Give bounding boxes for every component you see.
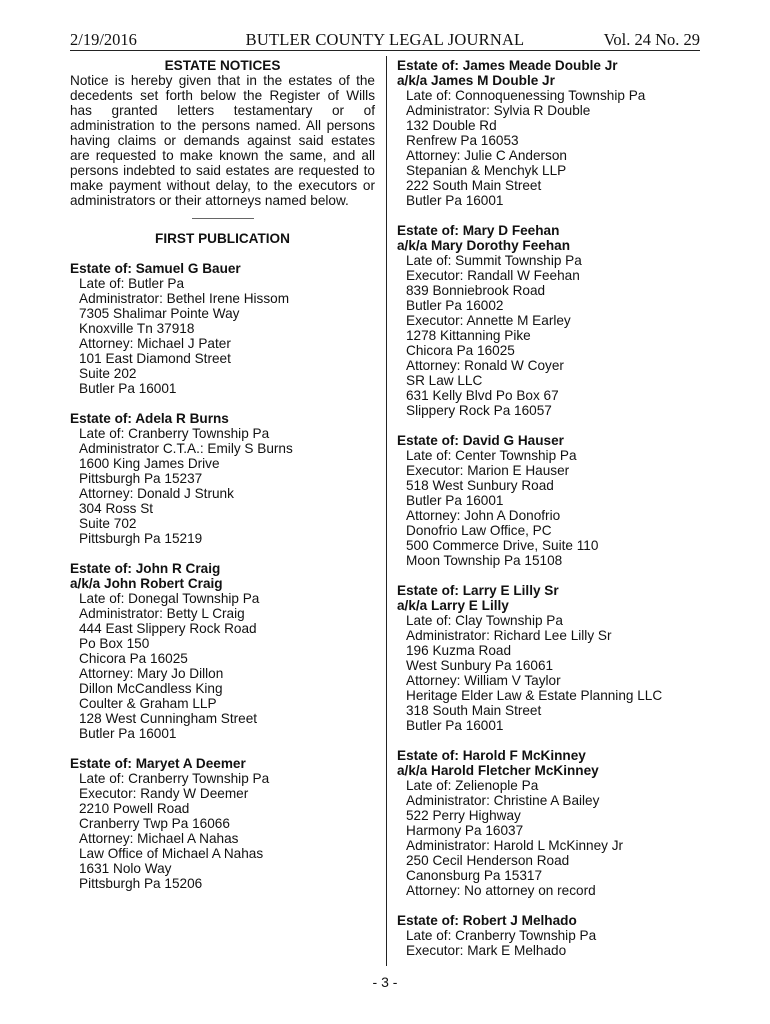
estate-detail-line: Late of: Cranberry Township Pa bbox=[79, 771, 270, 786]
estate-detail-line: Late of: Clay Township Pa bbox=[406, 613, 563, 628]
estate-detail-line: 304 Ross St bbox=[79, 501, 154, 516]
estate-detail-line: Late of: Connoquenessing Township Pa bbox=[406, 88, 646, 103]
estate-detail-line: Butler Pa 16001 bbox=[79, 726, 177, 741]
estate-detail-line: Administrator C.T.A.: Emily S Burns bbox=[79, 441, 293, 456]
estate-detail-line: Administrator: Sylvia R Double bbox=[406, 103, 591, 118]
left-estate-list bbox=[70, 261, 375, 891]
estate-detail-line: Butler Pa 16001 bbox=[406, 493, 504, 508]
estate-detail-line: Knoxville Tn 37918 bbox=[79, 321, 195, 336]
estate-detail-line: Attorney: Michael A Nahas bbox=[79, 831, 239, 846]
estate-detail-line: Cranberry Twp Pa 16066 bbox=[79, 816, 230, 831]
estate-entry bbox=[70, 411, 375, 546]
section-rule bbox=[192, 218, 254, 219]
estate-entry bbox=[397, 433, 702, 568]
estate-name: Estate of: David G Hauser bbox=[397, 433, 564, 448]
estate-detail-line: 196 Kuzma Road bbox=[406, 643, 512, 658]
publication-heading: FIRST PUBLICATION bbox=[155, 231, 290, 246]
journal-header bbox=[70, 28, 700, 51]
estate-detail-line: Suite 702 bbox=[79, 516, 137, 531]
estate-detail-line: Butler Pa 16001 bbox=[79, 381, 177, 396]
estate-detail-line: Renfrew Pa 16053 bbox=[406, 133, 519, 148]
estate-aka-name: a/k/a Mary Dorothy Feehan bbox=[397, 238, 570, 253]
estate-detail-line: Stepanian & Menchyk LLP bbox=[406, 163, 567, 178]
estate-detail-line: Coulter & Graham LLP bbox=[79, 696, 217, 711]
estate-entry bbox=[70, 756, 375, 891]
notice-title: ESTATE NOTICES bbox=[164, 58, 281, 73]
estate-detail-line: West Sunbury Pa 16061 bbox=[406, 658, 554, 673]
header-volume: Vol. 24 No. 29 bbox=[603, 30, 700, 49]
estate-detail-line: 518 West Sunbury Road bbox=[406, 478, 554, 493]
right-estate-list bbox=[397, 58, 702, 958]
estate-detail-line: Po Box 150 bbox=[79, 636, 150, 651]
estate-name: Estate of: Maryet A Deemer bbox=[70, 756, 246, 771]
estate-detail-line: 1278 Kittanning Pike bbox=[406, 328, 531, 343]
estate-name: Estate of: Mary D Feehan bbox=[397, 223, 560, 238]
estate-detail-line: SR Law LLC bbox=[406, 373, 483, 388]
notice-body: Notice is hereby given that in the estates of the decedents set forth below the Register of Wills has granted letters testamentary or of administration to the persons named. All persons having claims or demands against said estates are requested to make known the same, and all persons indebted to said estates are requested to make payment without delay, to the executors or administrators or their attorneys named below. bbox=[70, 73, 375, 208]
estate-detail-line: Attorney: No attorney on record bbox=[406, 883, 596, 898]
estate-detail-line: Heritage Elder Law & Estate Planning LLC bbox=[406, 688, 663, 703]
page-number: - 3 - bbox=[372, 974, 398, 990]
estate-detail-line: Administrator: Richard Lee Lilly Sr bbox=[406, 628, 612, 643]
estate-entry bbox=[397, 583, 702, 733]
estate-aka-name: a/k/a John Robert Craig bbox=[70, 576, 223, 591]
estate-detail-line: 132 Double Rd bbox=[406, 118, 497, 133]
estate-detail-line: Executor: Randy W Deemer bbox=[79, 786, 249, 801]
estate-detail-line: Executor: Marion E Hauser bbox=[406, 463, 570, 478]
estate-detail-line: 1631 Nolo Way bbox=[79, 861, 172, 876]
estate-detail-line: Law Office of Michael A Nahas bbox=[79, 846, 264, 861]
estate-detail-line: Dillon McCandless King bbox=[79, 681, 223, 696]
estate-detail-line: Late of: Center Township Pa bbox=[406, 448, 577, 463]
estate-detail-line: 1600 King James Drive bbox=[79, 456, 220, 471]
estate-entry bbox=[397, 913, 702, 958]
estate-detail-line: Attorney: Michael J Pater bbox=[79, 336, 231, 351]
estate-name: Estate of: Samuel G Bauer bbox=[70, 261, 241, 276]
estate-detail-line: Executor: Annette M Earley bbox=[406, 313, 571, 328]
estate-detail-line: Donofrio Law Office, PC bbox=[406, 523, 552, 538]
estate-entry bbox=[70, 561, 375, 741]
estate-detail-line: Pittsburgh Pa 15237 bbox=[79, 471, 203, 486]
estate-detail-line: Attorney: Donald J Strunk bbox=[79, 486, 234, 501]
estate-detail-line: 2210 Powell Road bbox=[79, 801, 190, 816]
estate-detail-line: Butler Pa 16002 bbox=[406, 298, 504, 313]
estate-detail-line: Chicora Pa 16025 bbox=[79, 651, 188, 666]
estate-entry bbox=[397, 748, 702, 898]
left-column bbox=[70, 58, 375, 891]
estate-detail-line: Late of: Zelienople Pa bbox=[406, 778, 539, 793]
estate-detail-line: Attorney: John A Donofrio bbox=[406, 508, 561, 523]
estate-detail-line: Canonsburg Pa 15317 bbox=[406, 868, 543, 883]
estate-detail-line: Slippery Rock Pa 16057 bbox=[406, 403, 552, 418]
estate-detail-line: 444 East Slippery Rock Road bbox=[79, 621, 257, 636]
estate-entry bbox=[70, 261, 375, 396]
estate-detail-line: Administrator: Christine A Bailey bbox=[406, 793, 600, 808]
estate-name: Estate of: Robert J Melhado bbox=[397, 913, 577, 928]
estate-detail-line: Moon Township Pa 15108 bbox=[406, 553, 563, 568]
estate-detail-line: Administrator: Bethel Irene Hissom bbox=[79, 291, 290, 306]
estate-detail-line: 839 Bonniebrook Road bbox=[406, 283, 546, 298]
estate-detail-line: Administrator: Betty L Craig bbox=[79, 606, 245, 621]
estate-detail-line: 7305 Shalimar Pointe Way bbox=[79, 306, 240, 321]
column-divider bbox=[386, 56, 387, 966]
estate-detail-line: Attorney: Mary Jo Dillon bbox=[79, 666, 224, 681]
estate-detail-line: 128 West Cunningham Street bbox=[79, 711, 258, 726]
estate-aka-name: a/k/a Larry E Lilly bbox=[397, 598, 509, 613]
right-column bbox=[397, 58, 702, 958]
estate-detail-line: Pittsburgh Pa 15219 bbox=[79, 531, 203, 546]
estate-detail-line: Butler Pa 16001 bbox=[406, 193, 504, 208]
estate-name: Estate of: James Meade Double Jr bbox=[397, 58, 618, 73]
estate-entry bbox=[397, 223, 702, 418]
estate-detail-line: Late of: Donegal Township Pa bbox=[79, 591, 260, 606]
estate-aka-name: a/k/a Harold Fletcher McKinney bbox=[397, 763, 599, 778]
estate-detail-line: Pittsburgh Pa 15206 bbox=[79, 876, 203, 891]
estate-detail-line: Executor: Mark E Melhado bbox=[406, 943, 567, 958]
estate-detail-line: 318 South Main Street bbox=[406, 703, 542, 718]
estate-detail-line: Attorney: Ronald W Coyer bbox=[406, 358, 564, 373]
estate-detail-line: Late of: Butler Pa bbox=[79, 276, 185, 291]
estate-detail-line: Harmony Pa 16037 bbox=[406, 823, 524, 838]
estate-detail-line: Late of: Cranberry Township Pa bbox=[79, 426, 270, 441]
header-date: 2/19/2016 bbox=[70, 30, 137, 49]
estate-name: Estate of: Adela R Burns bbox=[70, 411, 229, 426]
estate-detail-line: 250 Cecil Henderson Road bbox=[406, 853, 570, 868]
estate-detail-line: 631 Kelly Blvd Po Box 67 bbox=[406, 388, 559, 403]
estate-detail-line: Attorney: Julie C Anderson bbox=[406, 148, 567, 163]
estate-aka-name: a/k/a James M Double Jr bbox=[397, 73, 555, 88]
estate-detail-line: 101 East Diamond Street bbox=[79, 351, 231, 366]
estate-detail-line: Executor: Randall W Feehan bbox=[406, 268, 580, 283]
estate-detail-line: Late of: Summit Township Pa bbox=[406, 253, 582, 268]
estate-detail-line: Attorney: William V Taylor bbox=[406, 673, 561, 688]
estate-detail-line: 500 Commerce Drive, Suite 110 bbox=[406, 538, 599, 553]
estate-entry bbox=[397, 58, 702, 208]
estate-detail-line: 522 Perry Highway bbox=[406, 808, 521, 823]
estate-name: Estate of: Larry E Lilly Sr bbox=[397, 583, 559, 598]
estate-detail-line: Administrator: Harold L McKinney Jr bbox=[406, 838, 624, 853]
estate-detail-line: Butler Pa 16001 bbox=[406, 718, 504, 733]
header-journal-title: BUTLER COUNTY LEGAL JOURNAL bbox=[245, 30, 525, 49]
estate-detail-line: Chicora Pa 16025 bbox=[406, 343, 515, 358]
estate-name: Estate of: Harold F McKinney bbox=[397, 748, 586, 763]
estate-detail-line: Suite 202 bbox=[79, 366, 137, 381]
estate-name: Estate of: John R Craig bbox=[70, 561, 221, 576]
estate-detail-line: 222 South Main Street bbox=[406, 178, 542, 193]
estate-detail-line: Late of: Cranberry Township Pa bbox=[406, 928, 597, 943]
